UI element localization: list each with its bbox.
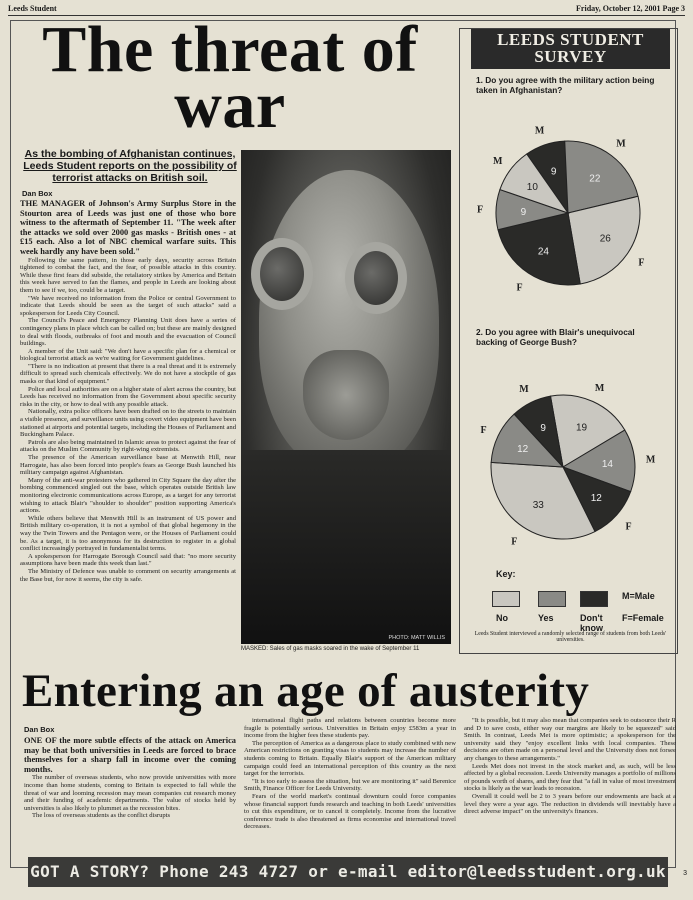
survey-question-1: 1. Do you agree with the military action being taken in Afghanistan? (476, 75, 655, 95)
pie-slice-label: 12 (590, 492, 602, 504)
photo-shadow (241, 450, 451, 644)
story2-col2-paragraph: The perception of America as a dangerous place to study combined with new American restrictions on granting visas to students may increase the number of students coming to Britain. Equally Blair's support of the American military campaign could feed an international perception of this country as the next target for the terrorists. (244, 739, 456, 778)
photo-credit: PHOTO: MATT WILLIS (388, 635, 445, 641)
survey-question-2: 2. Do you agree with Blair's unequivocal backing of George Bush? (476, 327, 635, 347)
story1-body (20, 199, 236, 654)
page-number: 3 (683, 870, 687, 877)
story2-col2-paragraph: "It is too early to assess the situation, but we are monitoring it" said Berenice Smith, Finance Officer for Leeds University. (244, 777, 456, 793)
survey-panel (459, 28, 678, 654)
story2-col3-paragraph: Overall it could well be 2 to 3 years before our endowments are back at a level they were a year ago. The reduction in dividends will inevitably have a direct adverse impact" on the university's finances. (464, 792, 676, 816)
right-eyepiece (345, 242, 407, 314)
story2-col1-paragraph: The loss of overseas students as the conflict disrupts (32, 812, 171, 820)
key-female: F=Female (622, 613, 664, 623)
pie-gender-label: M (645, 454, 656, 466)
story2-column-3 (464, 717, 676, 851)
key-swatch-dontknow (580, 591, 608, 607)
story1-paragraph: Nationally, extra police officers have been drafted on to the streets to maintain a visible presence, and surveillance units using covert video equipment have been stationed at airports and potential targets, including the Houses of Parliament and Buckingham Palace. (20, 408, 236, 439)
issue-date: Friday, October 12, 2001 Page 3 (576, 4, 685, 13)
key-label-yes: Yes (538, 613, 554, 623)
story2-col1-paragraph: The number of overseas students, who now provide universities with more income than home students, coming to Britain is expected to fall while the threat of war and looming recession may mean companies cut research money and their funding of academic departments. The value of stocks held by universities is also likely to plummet as the recession bites. (24, 774, 236, 812)
story2-col3-paragraph: "It is possible, but it may also mean that companies seek to outsource their R and D to save costs, either way our margins are likely to be squeezed" said Smith. In contrast, Leeds Met is more optimistic; a spokesperson for the university said they "enjoy excellent links with local companies. These decisions are often made on a personal level and the University does not forsee any changes to these arrangements." (464, 717, 676, 762)
headline-age-of-austerity: Entering an age of austerity (22, 665, 590, 717)
key-swatch-yes (538, 591, 566, 607)
story1-paragraph: Police and local authorities are on a higher state of alert across the country, but Leeds has received no information from the Government about specific security risks in the city, or how to deal with any possible attack. (20, 385, 236, 408)
pie-gender-label: F (625, 521, 632, 533)
pie-gender-label: F (638, 257, 645, 269)
pie-gender-label: M (519, 384, 529, 396)
story1-paragraph: Following the same pattern, in those early days, security across Britain tightened to combat the fact, and the fear, of possible attacks in this country. While these first fears did subside, the retaliatory strikes by America and Britain this week have served to fan the flames, and people in Leeds are looking about them to see if we, too, could be a target. (20, 256, 236, 294)
story2-column-2 (244, 717, 456, 851)
pie-slice-label: 19 (575, 422, 588, 434)
contact-banner: GOT A STORY? Phone 243 4727 or e-mail editor@leedsstudent.org.uk (28, 857, 668, 887)
survey-title: LEEDS STUDENT SURVEY (471, 29, 670, 69)
key-swatch-no (492, 591, 520, 607)
masthead-name: Leeds Student (8, 4, 57, 13)
pie-slice-label: 9 (540, 423, 546, 435)
story1-paragraph: The presence of the American surveillance base at Menwith Hill, near Harrogate, has also been forced into people's fears as George Bush launched his military campaign against Afghanistan. (20, 454, 236, 477)
pie-slice-label: 9 (550, 166, 557, 178)
story2-byline: Dan Box (24, 725, 55, 734)
story1-paragraph: The Council's Peace and Emergency Planning Unit does have a series of contingency plans in place which can be called on; but these are mainly designed to deal with floods, outbreaks of foot and mouth and the evacuation of Council buildings. (20, 317, 236, 348)
story1-paragraph: A spokesperson for Harrogate Borough Council said that: "no more security assumptions have been made this week than last." (20, 552, 236, 568)
pie-chart-afghanistan (460, 109, 679, 309)
pie-gender-label: M (534, 125, 545, 137)
story1-paragraph: A member of the Unit said: "We don't have a specific plan for a chemical or biological terrorist attack as we're waiting for Government guidelines. (20, 347, 236, 363)
key-label-no: No (496, 613, 508, 623)
story1-subhead: As the bombing of Afghanistan continues, Leeds Student reports on the possibility of terrorist attacks on British soil. (23, 148, 237, 184)
pie-slice-label: 24 (537, 246, 549, 258)
pie-gender-label: M (594, 382, 605, 394)
story1-lede: THE MANAGER of Johnson's Army Surplus Store in the Stourton area of Leeds was just one of those who bore witness to the aftermath of September 11. "The week after the attacks we sold over 2000 gas masks - British ones - at £15 each. Also a lot of NBC chemical warfare suits. This week hardly any have been sold." (20, 199, 236, 256)
pie-slice-label: 22 (589, 173, 601, 185)
story2-col3-paragraph: Leeds Met does not invest in the stock market and, as such, will be less affected by a global recession. Leeds University manages a portfolio of millions of pounds worth of shares, and they fear that "a fall in value of most investment stocks is likely as the war leads to recession. (464, 762, 676, 793)
story2-col2-paragraph: Fears of the world market's continual downturn could force companies whose financial support funds research and teaching in both Leeds' universities to cut this expenditure, or to cancel it completely. Income from the lucrative conference trade is also threatened as firms economise and international travel decreases. (244, 792, 456, 831)
pie-slice-label: 10 (526, 182, 538, 194)
left-eyepiece (251, 238, 313, 310)
pie-gender-label: M (616, 138, 626, 150)
story1-byline: Dan Box (22, 189, 53, 198)
story1-paragraph: Patrols are also being maintained in Islamic areas to protect against the fear of attacks on the Muslim Community by right-wing extremists. (20, 438, 236, 454)
story1-paragraph: The Ministry of Defence was unable to comment on security arrangements at the Base but, for now it seems, the city is safe. (20, 567, 236, 583)
story2-column-1 (24, 736, 236, 850)
pie-gender-label: F (477, 204, 484, 216)
pie-gender-label: F (511, 536, 518, 548)
pie-slice-label: 26 (599, 233, 611, 245)
gas-mask-photo (241, 150, 451, 644)
story1-paragraph: While others believe that Menwith Hill is an instrument of US power and British military co-operation, it is not a symbol of that global hegemony in the way the Twin Towers and the Pentagon were, or the Houses of Parliament could be. As a target, it is too anonymous for its destruction to register in a global conflict increasingly portrayed in fundamentalist terms. (20, 514, 236, 553)
pie-slice-label: 12 (517, 443, 529, 455)
pie-gender-label: M (492, 156, 503, 168)
pie-gender-label: F (516, 282, 523, 294)
story2-col2-paragraph: international flight paths and relations between countries become more fragile is potentially serious. Universities in Britain enjoy £583m a year in income from the higher fees these students pay. (244, 717, 456, 740)
story1-paragraph: Many of the anti-war protesters who gathered in City Square the day after the bombing commenced singled out the base, which operates outside British law monitoring electronic communications across Europe, as a target for any terrorist wishing to attack Blair's "shoulder to shoulder" position supporting America's actions. (20, 476, 236, 515)
story1-paragraph: "We have received no information from the Police or central Government to indicate that Leeds should be seen as the target of such attacks" said a spokesperson for Leeds City Council. (20, 294, 236, 317)
mask-filter (303, 350, 389, 440)
pie-chart-blair-bush (460, 359, 679, 559)
pie-slice-label: 14 (601, 458, 614, 470)
survey-note: Leeds Student interviewed a randomly selected range of students from both Leeds' universities. (474, 631, 667, 643)
story2-lede: ONE OF the more subtle effects of the attack on America may be that both universities in Leeds are forced to brace themselves for a sharp fall in income over the coming months. (24, 736, 236, 774)
key-title: Key: (496, 569, 516, 579)
key-male: M=Male (622, 591, 655, 601)
key-label-dontknow: Don't know (580, 613, 604, 633)
pie-slice-label: 33 (532, 500, 544, 512)
photo-caption: MASKED: Sales of gas masks soared in the wake of September 11 (241, 646, 420, 652)
story1-paragraph: "There is no indication at present that there is a real threat and it is extremely difficult to spread such chemicals effectively. We do not have a stockpile of gas masks or that kind of equipment." (20, 362, 236, 386)
pie-slice-label: 9 (520, 206, 527, 218)
headline-threat-of-war: The threat of war (42, 13, 418, 142)
pie-gender-label: F (480, 425, 487, 437)
